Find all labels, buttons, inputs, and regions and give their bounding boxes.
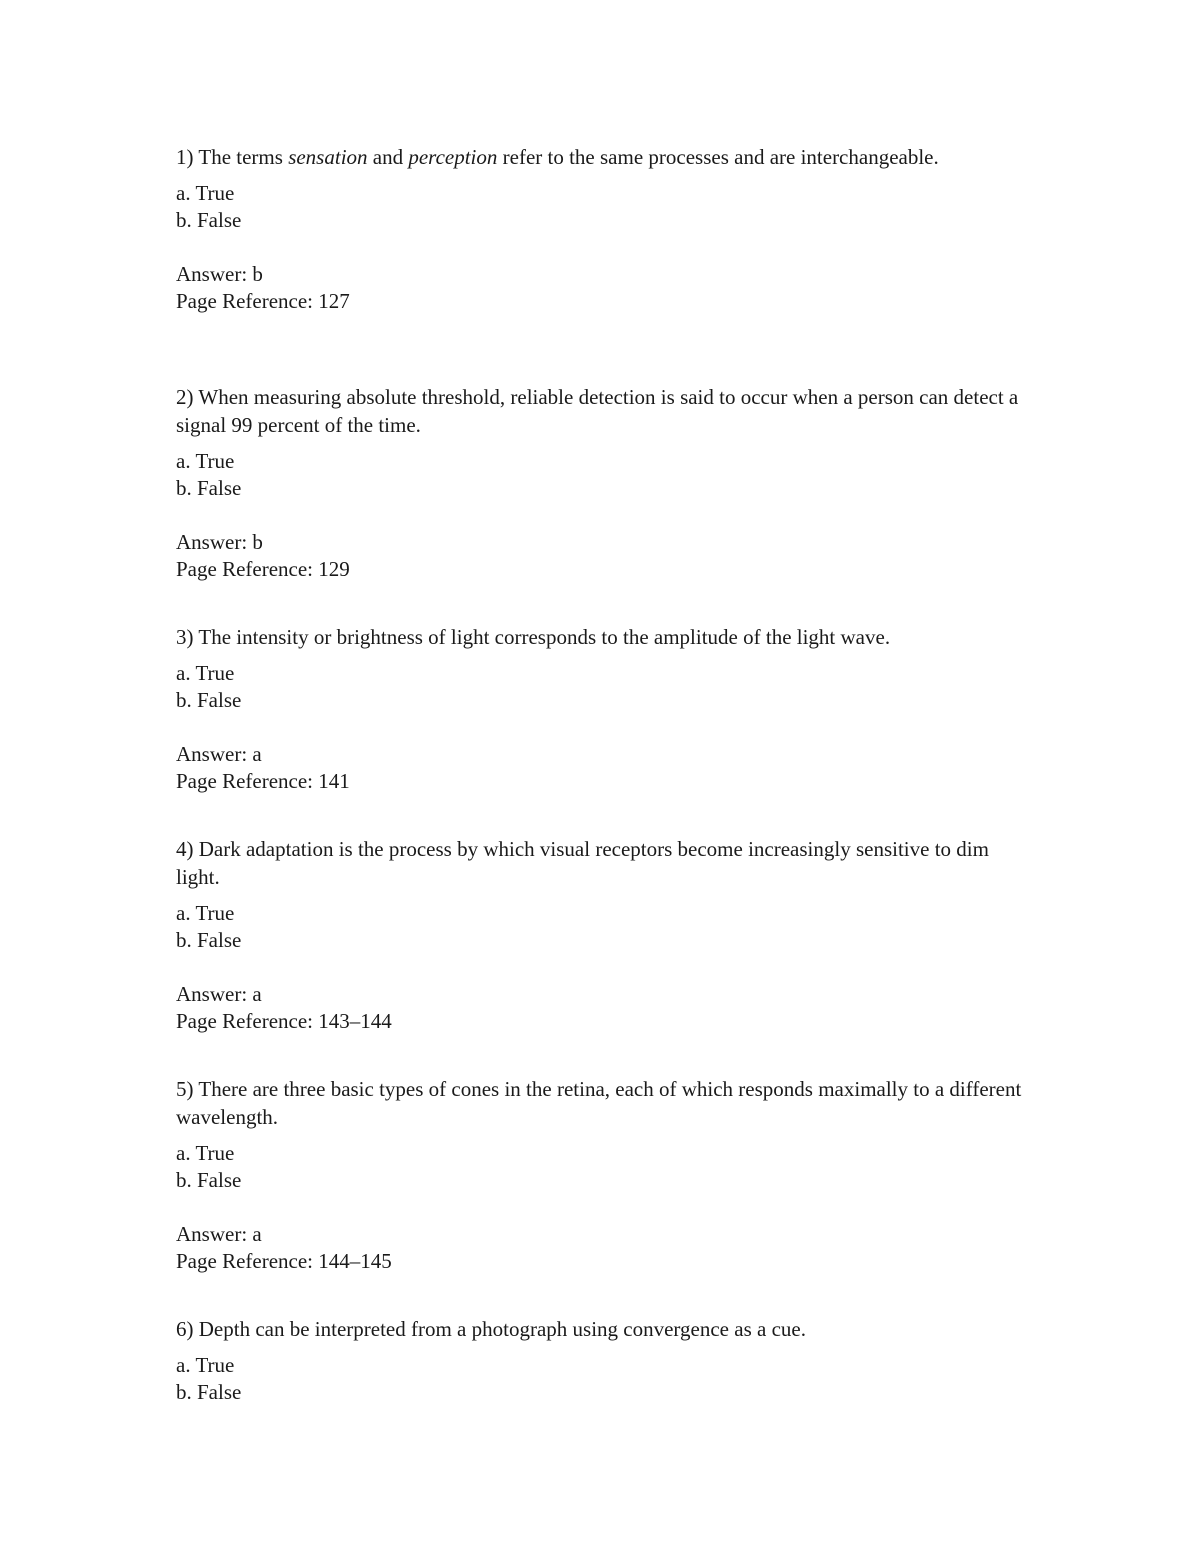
answer: Answer: a: [176, 742, 262, 766]
options-list: [176, 180, 1036, 234]
answer-block: [176, 741, 1036, 795]
option-a: a. True: [176, 901, 235, 925]
page-reference: Page Reference: 144–145: [176, 1249, 392, 1273]
answer-block: [176, 261, 1036, 315]
question-2: [176, 383, 1036, 583]
option-a: a. True: [176, 1353, 235, 1377]
option-b: b. False: [176, 1168, 242, 1192]
answer-block: [176, 529, 1036, 583]
answer: Answer: a: [176, 982, 262, 1006]
question-number: 4): [176, 837, 194, 861]
option-a: a. True: [176, 1141, 235, 1165]
page-reference: Page Reference: 129: [176, 557, 350, 581]
options-list: [176, 900, 1036, 954]
answer-block: [176, 1221, 1036, 1275]
page-reference: Page Reference: 127: [176, 289, 350, 313]
question-number: 2): [176, 385, 194, 409]
option-b: b. False: [176, 476, 242, 500]
question-6: [176, 1315, 1036, 1406]
question-1: [176, 143, 1036, 315]
option-b: b. False: [176, 208, 242, 232]
question-number: 1): [176, 145, 194, 169]
question-1-text: 1) The terms sensation and perception refer to the same processes and are interchangeable.: [176, 145, 939, 169]
answer-block: [176, 981, 1036, 1035]
options-list: [176, 1140, 1036, 1194]
option-b: b. False: [176, 928, 242, 952]
question-3-text: 3) The intensity or brightness of light corresponds to the amplitude of the light wave.: [176, 625, 891, 649]
answer: Answer: b: [176, 530, 263, 554]
options-list: [176, 1352, 1036, 1406]
answer: Answer: a: [176, 1222, 262, 1246]
italic-term: sensation: [288, 145, 368, 169]
option-a: a. True: [176, 449, 235, 473]
question-2-text: 2) When measuring absolute threshold, reliable detection is said to occur when a person can detect a signal 99 percent of the time.: [176, 385, 1019, 437]
question-number: 5): [176, 1077, 194, 1101]
answer: Answer: b: [176, 262, 263, 286]
question-number: 3): [176, 625, 194, 649]
option-a: a. True: [176, 181, 235, 205]
question-3: [176, 623, 1036, 795]
option-a: a. True: [176, 661, 235, 685]
options-list: [176, 660, 1036, 714]
page-reference: Page Reference: 143–144: [176, 1009, 392, 1033]
options-list: [176, 448, 1036, 502]
question-5-text: 5) There are three basic types of cones in the retina, each of which responds maximally to a different wavelength.: [176, 1077, 1022, 1129]
question-5: [176, 1075, 1036, 1275]
question-4: [176, 835, 1036, 1035]
option-b: b. False: [176, 1380, 242, 1404]
italic-term: perception: [408, 145, 498, 169]
question-4-text: 4) Dark adaptation is the process by which visual receptors become increasingly sensitive to dim light.: [176, 837, 989, 889]
question-number: 6): [176, 1317, 194, 1341]
option-b: b. False: [176, 688, 242, 712]
question-6-text: 6) Depth can be interpreted from a photograph using convergence as a cue.: [176, 1317, 806, 1341]
page-reference: Page Reference: 141: [176, 769, 350, 793]
